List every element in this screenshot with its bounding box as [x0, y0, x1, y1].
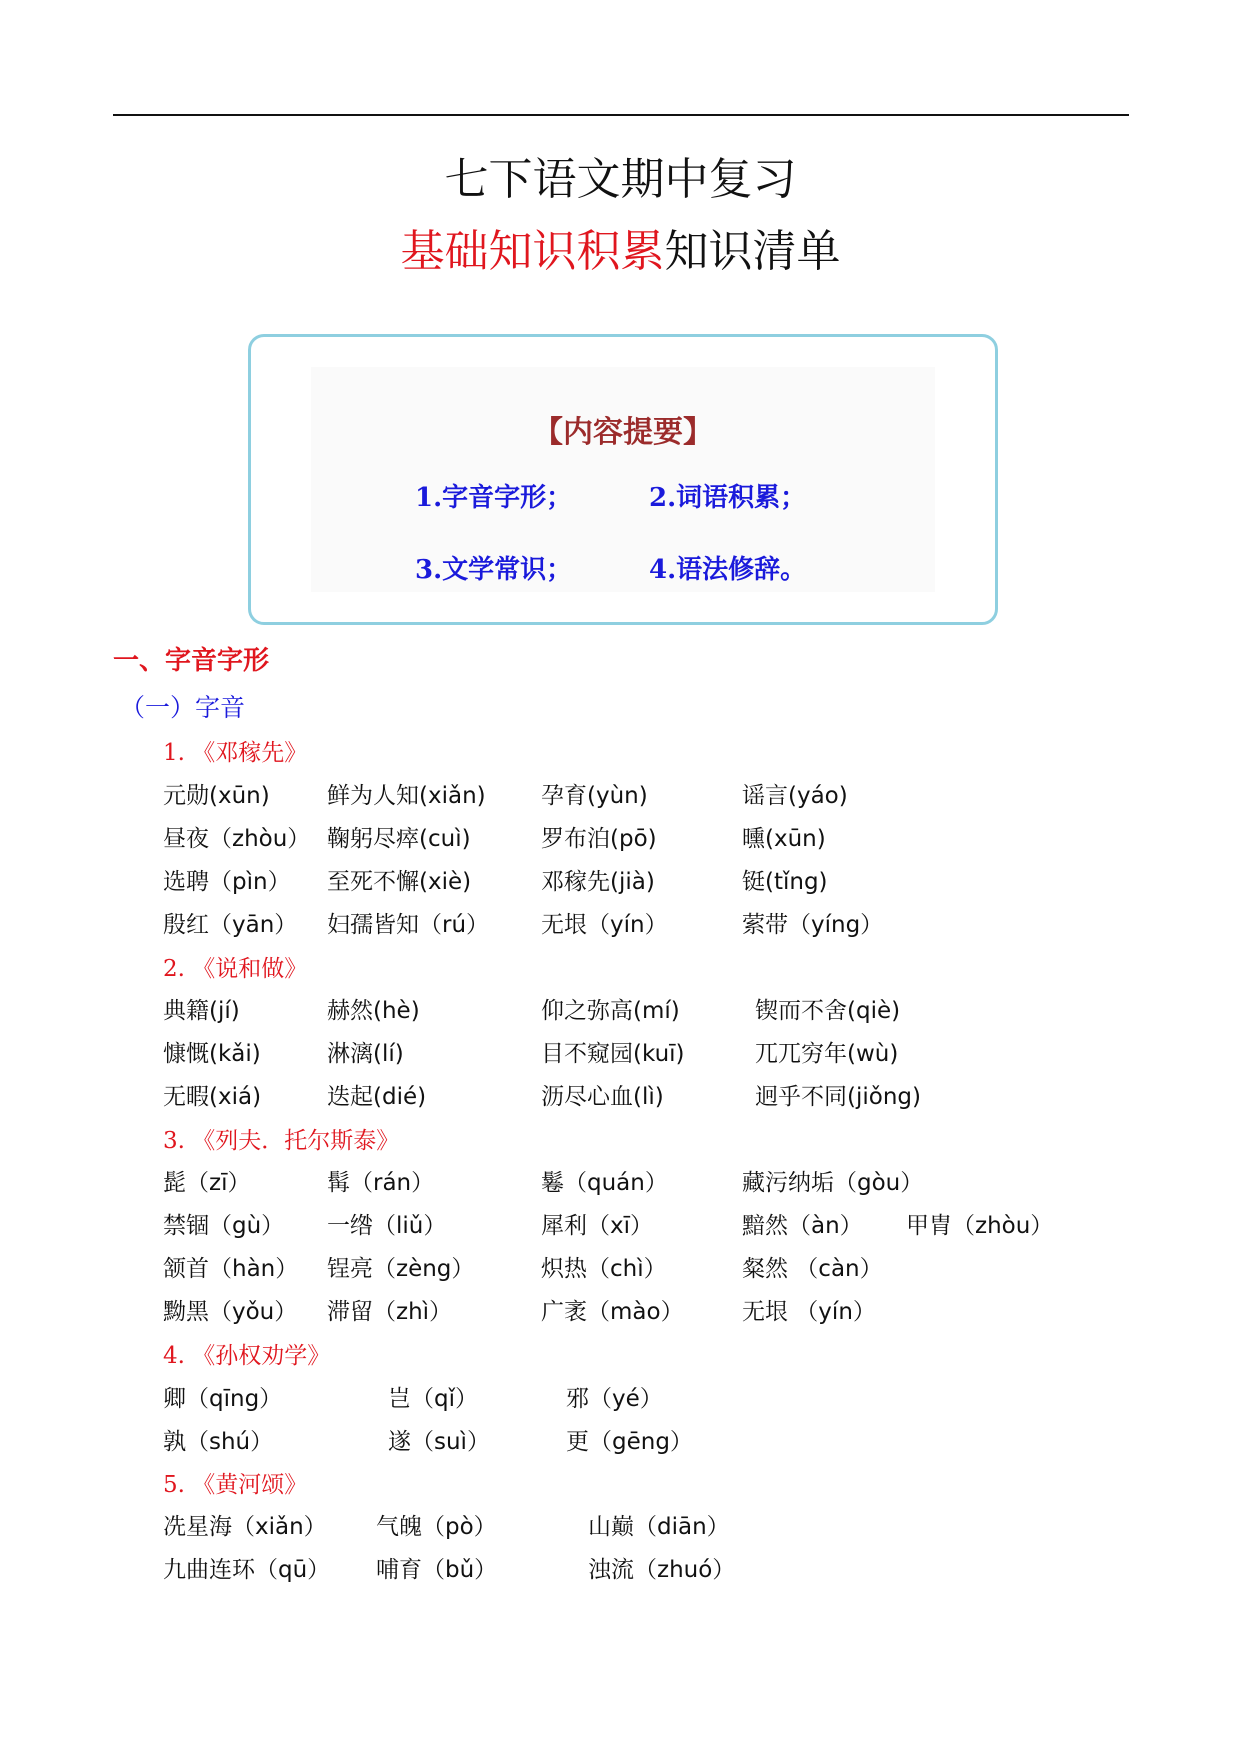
summary-item: 1.字音字形； — [415, 483, 573, 513]
word-entry: 沥尽心血(lì) — [541, 1084, 664, 1110]
word-entry: 气魄（pò） — [376, 1514, 497, 1540]
word-entry: 哺育（bǔ） — [376, 1557, 498, 1583]
word-entry: 至死不懈(xiè) — [327, 869, 472, 895]
word-entry: 黝黑（yǒu） — [163, 1299, 298, 1325]
subsection-heading: （一）字音 — [120, 693, 246, 722]
word-entry: 炽热（chì） — [541, 1256, 667, 1282]
word-entry: 锲而不舍(qiè) — [755, 998, 901, 1024]
lesson-title: 1. 《邓稼先》 — [163, 740, 308, 766]
word-entry: 卿（qīng） — [163, 1386, 283, 1412]
lesson-title: 3. 《列夫．托尔斯泰》 — [163, 1128, 400, 1154]
word-entry: 藏污纳垢（gòu） — [742, 1170, 924, 1196]
word-entry: 邓稼先(jià) — [541, 869, 655, 895]
word-entry: 鬈（quán） — [541, 1170, 668, 1196]
word-entry: 慷慨(kǎi) — [163, 1041, 261, 1067]
word-entry: 滞留（zhì） — [327, 1299, 453, 1325]
word-entry: 更（gēng） — [566, 1429, 693, 1455]
word-entry: 甲胄（zhòu） — [906, 1213, 1054, 1239]
word-entry: 髯（rán） — [327, 1170, 435, 1196]
word-entry: 曛(xūn) — [742, 826, 826, 852]
word-entry: 铤(tǐng) — [742, 869, 828, 895]
section-heading: 一、字音字形 — [113, 646, 270, 676]
summary-title: 【内容提要】 — [533, 415, 713, 450]
word-entry: 迭起(dié) — [327, 1084, 427, 1110]
summary-item: 4.语法修辞。 — [649, 555, 807, 585]
word-entry: 鞠躬尽瘁(cuì) — [327, 826, 471, 852]
subtitle-red: 基础知识积累 — [400, 226, 665, 277]
word-entry: 犀利（xī） — [541, 1213, 654, 1239]
word-entry: 罗布泊(pō) — [541, 826, 657, 852]
top-rule — [113, 114, 1129, 116]
word-entry: 兀兀穷年(wù) — [755, 1041, 899, 1067]
word-entry: 淋漓(lí) — [327, 1041, 404, 1067]
word-entry: 无垠 （yín） — [742, 1299, 876, 1325]
word-entry: 选聘（pìn） — [163, 869, 291, 895]
word-entry: 岂（qǐ） — [388, 1386, 478, 1412]
word-entry: 浊流（zhuó） — [588, 1557, 736, 1583]
word-entry: 禁锢（gù） — [163, 1213, 285, 1239]
word-entry: 殷红（yān） — [163, 912, 298, 938]
word-entry: 九曲连环（qū） — [163, 1557, 331, 1583]
word-entry: 无垠（yín） — [541, 912, 668, 938]
word-entry: 昼夜（zhòu） — [163, 826, 311, 852]
word-entry: 冼星海（xiǎn） — [163, 1514, 327, 1540]
word-entry: 元勋(xūn) — [163, 783, 270, 809]
summary-box — [248, 334, 998, 625]
word-entry: 仰之弥高(mí) — [541, 998, 680, 1024]
word-entry: 广袤（mào） — [541, 1299, 684, 1325]
word-entry: 谣言(yáo) — [742, 783, 848, 809]
word-entry: 赫然(hè) — [327, 998, 420, 1024]
page-subtitle — [0, 222, 1241, 282]
word-entry: 髭（zī） — [163, 1170, 251, 1196]
summary-item: 3.文学常识； — [415, 555, 573, 585]
lesson-title: 5. 《黄河颂》 — [163, 1472, 308, 1498]
word-entry: 粲然 （càn） — [742, 1256, 883, 1282]
word-entry: 邪（yé） — [566, 1386, 663, 1412]
word-entry: 鲜为人知(xiǎn) — [327, 783, 486, 809]
word-entry: 典籍(jí) — [163, 998, 240, 1024]
word-entry: 目不窥园(kuī) — [541, 1041, 685, 1067]
word-entry: 黯然（àn） — [742, 1213, 863, 1239]
word-entry: 孰（shú） — [163, 1429, 274, 1455]
word-entry: 萦带（yíng） — [742, 912, 884, 938]
word-entry: 一绺（liǔ） — [327, 1213, 447, 1239]
page-title: 七下语文期中复习 — [444, 154, 797, 205]
word-entry: 遂（suì） — [388, 1429, 490, 1455]
lesson-title: 4. 《孙权劝学》 — [163, 1343, 331, 1369]
word-entry: 颔首（hàn） — [163, 1256, 299, 1282]
word-entry: 无暇(xiá) — [163, 1084, 262, 1110]
summary-box-inner — [311, 367, 935, 592]
word-entry: 孕育(yùn) — [541, 783, 648, 809]
lesson-title: 2. 《说和做》 — [163, 956, 308, 982]
word-entry: 迥乎不同(jiǒng) — [755, 1084, 921, 1110]
word-entry: 妇孺皆知（rú） — [327, 912, 490, 938]
subtitle-black: 知识清单 — [664, 226, 841, 277]
word-entry: 锃亮（zèng） — [327, 1256, 475, 1282]
summary-item: 2.词语积累； — [649, 483, 807, 513]
word-entry: 山巅（diān） — [588, 1514, 730, 1540]
